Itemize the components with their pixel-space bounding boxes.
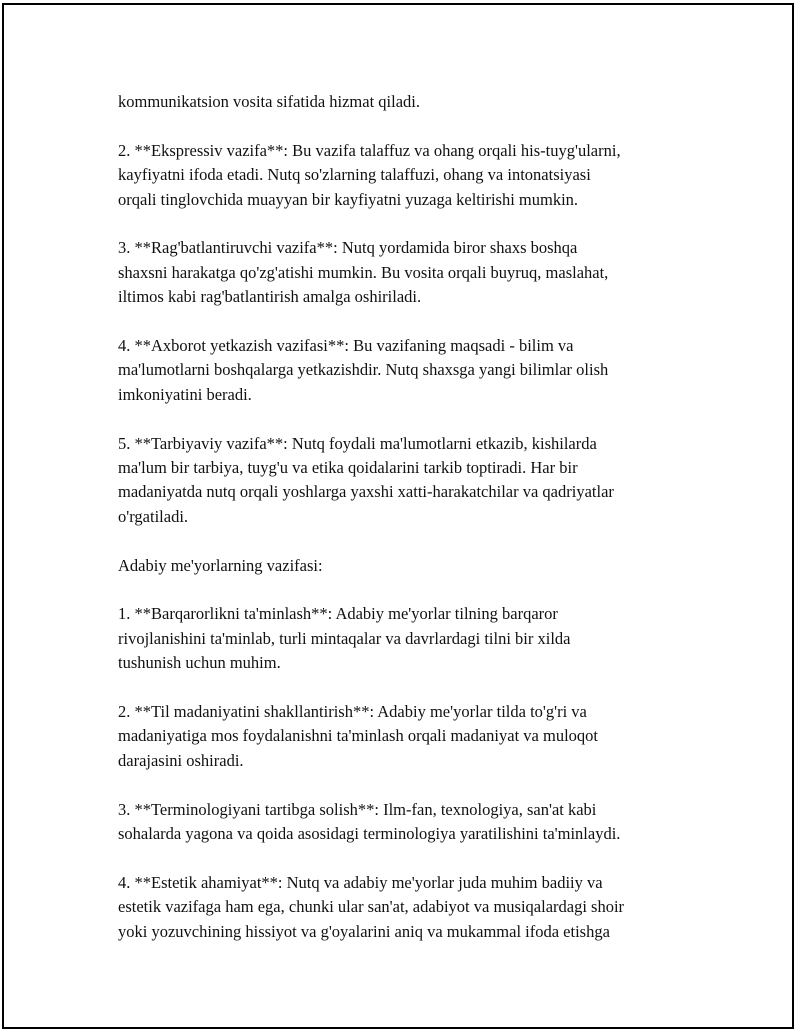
paragraph-language-culture: 2. **Til madaniyatini shakllantirish**: Adabiy me'yorlar tilda to'g'ri va madaniyatiga mos foydalanishni ta'minlash orqali madaniyat va muloqot darajasini oshiradi. (118, 702, 598, 770)
paragraph-information-function: 4. **Axborot yetkazish vazifasi**: Bu vazifaning maqsadi - bilim va ma'lumotlarni boshqalarga yetkazishdir. Nutq shaxsga yangi bilimlar olish imkoniyatini beradi. (118, 336, 609, 404)
paragraph-intro-tail: kommunikatsion vosita sifatida hizmat qiladi. (118, 92, 420, 111)
section-heading-literary-norms: Adabiy me'yorlarning vazifasi: (118, 555, 323, 575)
paragraph-aesthetic: 4. **Estetik ahamiyat**: Nutq va adabiy me'yorlar juda muhim badiiy va estetik vazifaga ham ega, chunki ular san'at, adabiyot va musiqalardagi shoir yoki yozuvchining hissiyot va g'oyalarini aniq va mukammal ifoda etishga (118, 872, 625, 941)
paragraph-motivating-function: 3. **Rag'batlantiruvchi vazifa**: Nutq yordamida biror shaxs boshqa shaxsni harakatga qo'zg'atishi mumkin. Bu vosita orqali buyruq, maslahat, iltimos kabi rag'batlantirish amalga oshiriladi. (118, 238, 609, 307)
paragraph-terminology: 3. **Terminologiyani tartibga solish**: Ilm-fan, texnologiya, san'at kabi sohalarda yagona va qoida asosidagi terminologiya yaratilishini ta'minlaydi. (118, 799, 621, 844)
paragraph-stability: 1. **Barqarorlikni ta'minlash**: Adabiy me'yorlar tilning barqaror rivojlanishini ta'minlab, turli mintaqalar va davrlardagi tilni bir xilda tushunish uchun muhim. (118, 604, 571, 673)
paragraph-educational-function: 5. **Tarbiyaviy vazifa**: Nutq foydali ma'lumotlarni etkazib, kishilarda ma'lum bir tarbiya, tuyg'u va etika qoidalarini tarkib toptiradi. Har bir madaniyatda nutq orqali yoshlarga yaxshi xatti-harakatchilar va qadriyatlar o'rgatiladi. (118, 433, 614, 526)
paragraph-expressive-function: 2. **Ekspressiv vazifa**: Bu vazifa talaffuz va ohang orqali his-tuyg'ularni, kayfiyatni ifoda etadi. Nutq so'zlarning talaffuzi, ohang va intonatsiyasi orqali tinglovchida muayyan bir kayfiyatni yuzaga keltirishi mumkin. (118, 140, 621, 209)
document-body (118, 90, 698, 968)
